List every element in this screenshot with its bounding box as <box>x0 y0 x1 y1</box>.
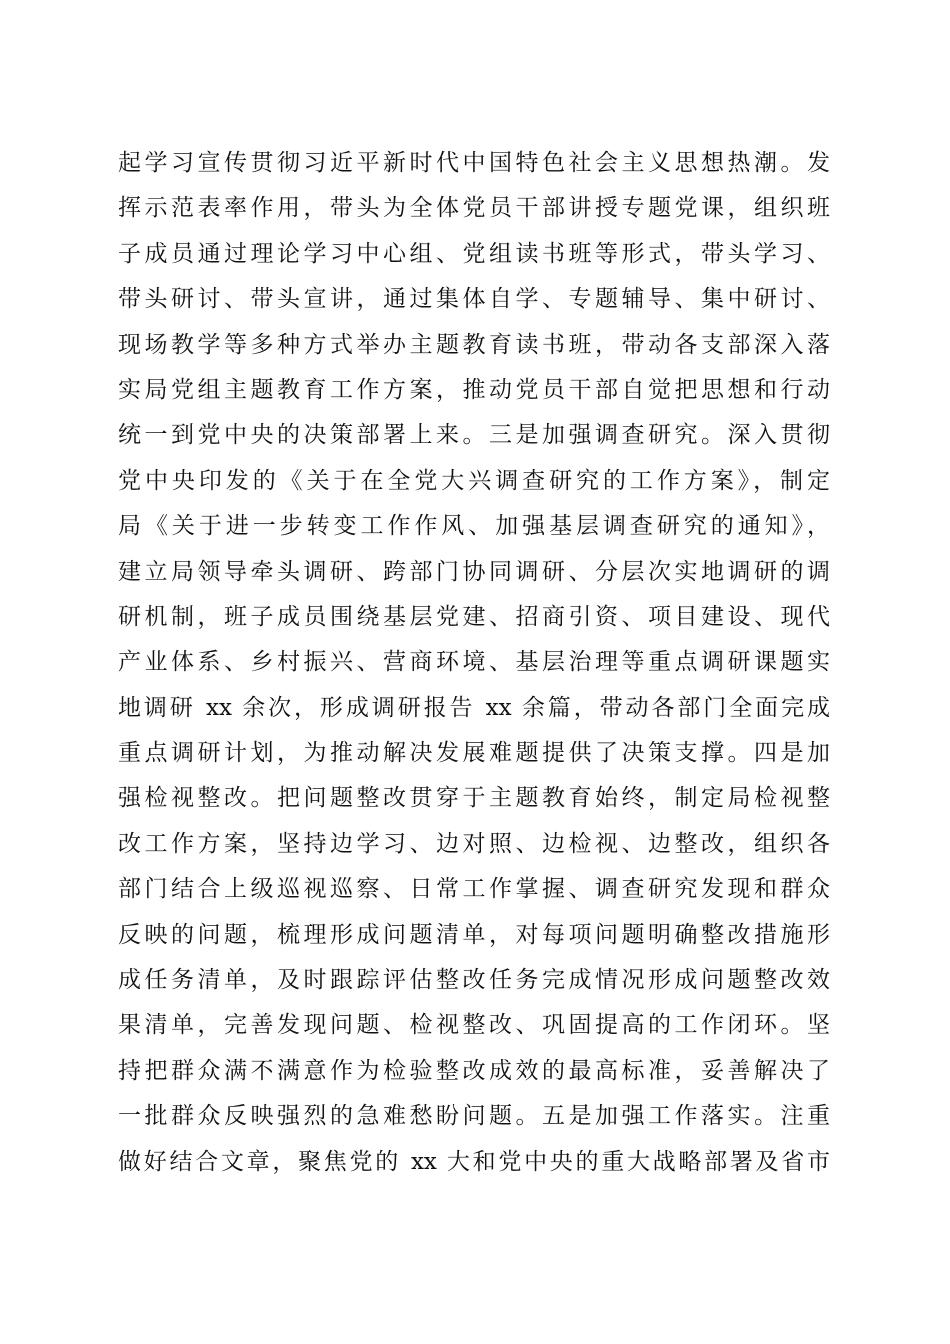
text-line: 研机制，班子成员围绕基层党建、招商引资、项目建设、现代 <box>118 603 830 630</box>
text-line: 持把群众满不满意作为检验整改成效的最高标准，妥善解决了 <box>118 1057 830 1084</box>
text-line: 成任务清单，及时跟踪评估整改任务完成情况形成问题整改效 <box>118 967 830 994</box>
text-line: 做好结合文章，聚焦党的 xx 大和党中央的重大战略部署及省市 <box>118 1148 830 1175</box>
text-line: 果清单，完善发现问题、检视整改、巩固提高的工作闭环。坚 <box>118 1012 830 1039</box>
text-line: 起学习宣传贯彻习近平新时代中国特色社会主义思想热潮。发 <box>118 150 830 176</box>
text-line: 挥示范表率作用，带头为全体党员干部讲授专题党课，组织班 <box>118 195 830 222</box>
text-line: 统一到党中央的决策部署上来。三是加强调查研究。深入贯彻 <box>118 422 830 449</box>
text-line: 强检视整改。把问题整改贯穿于主题教育始终，制定局检视整 <box>118 785 830 812</box>
text-line: 地调研 xx 余次，形成调研报告 xx 余篇，带动各部门全面完成 <box>118 694 830 721</box>
text-line: 重点调研计划，为推动解决发展难题提供了决策支撑。四是加 <box>118 740 830 767</box>
text-line: 改工作方案，坚持边学习、边对照、边检视、边整改，组织各 <box>118 830 830 857</box>
text-line: 现场教学等多种方式举办主题教育读书班，带动各支部深入落 <box>118 331 830 358</box>
text-line: 反映的问题，梳理形成问题清单，对每项问题明确整改措施形 <box>118 921 830 948</box>
text-line: 部门结合上级巡视巡察、日常工作掌握、调查研究发现和群众 <box>118 876 830 903</box>
text-line: 实局党组主题教育工作方案，推动党员干部自觉把思想和行动 <box>118 376 830 403</box>
text-line: 党中央印发的《关于在全党大兴调查研究的工作方案》，制定 <box>118 467 830 494</box>
text-line: 局《关于进一步转变工作作风、加强基层调查研究的通知》， <box>118 513 830 540</box>
text-line: 带头研讨、带头宣讲，通过集体自学、专题辅导、集中研讨、 <box>118 286 830 313</box>
text-line: 一批群众反映强烈的急难愁盼问题。五是加强工作落实。注重 <box>118 1103 830 1130</box>
body-paragraph <box>118 141 830 1185</box>
text-line: 子成员通过理论学习中心组、党组读书班等形式，带头学习、 <box>118 240 830 267</box>
text-line: 建立局领导牵头调研、跨部门协同调研、分层次实地调研的调 <box>118 558 830 585</box>
text-line: 产业体系、乡村振兴、营商环境、基层治理等重点调研课题实 <box>118 649 830 676</box>
